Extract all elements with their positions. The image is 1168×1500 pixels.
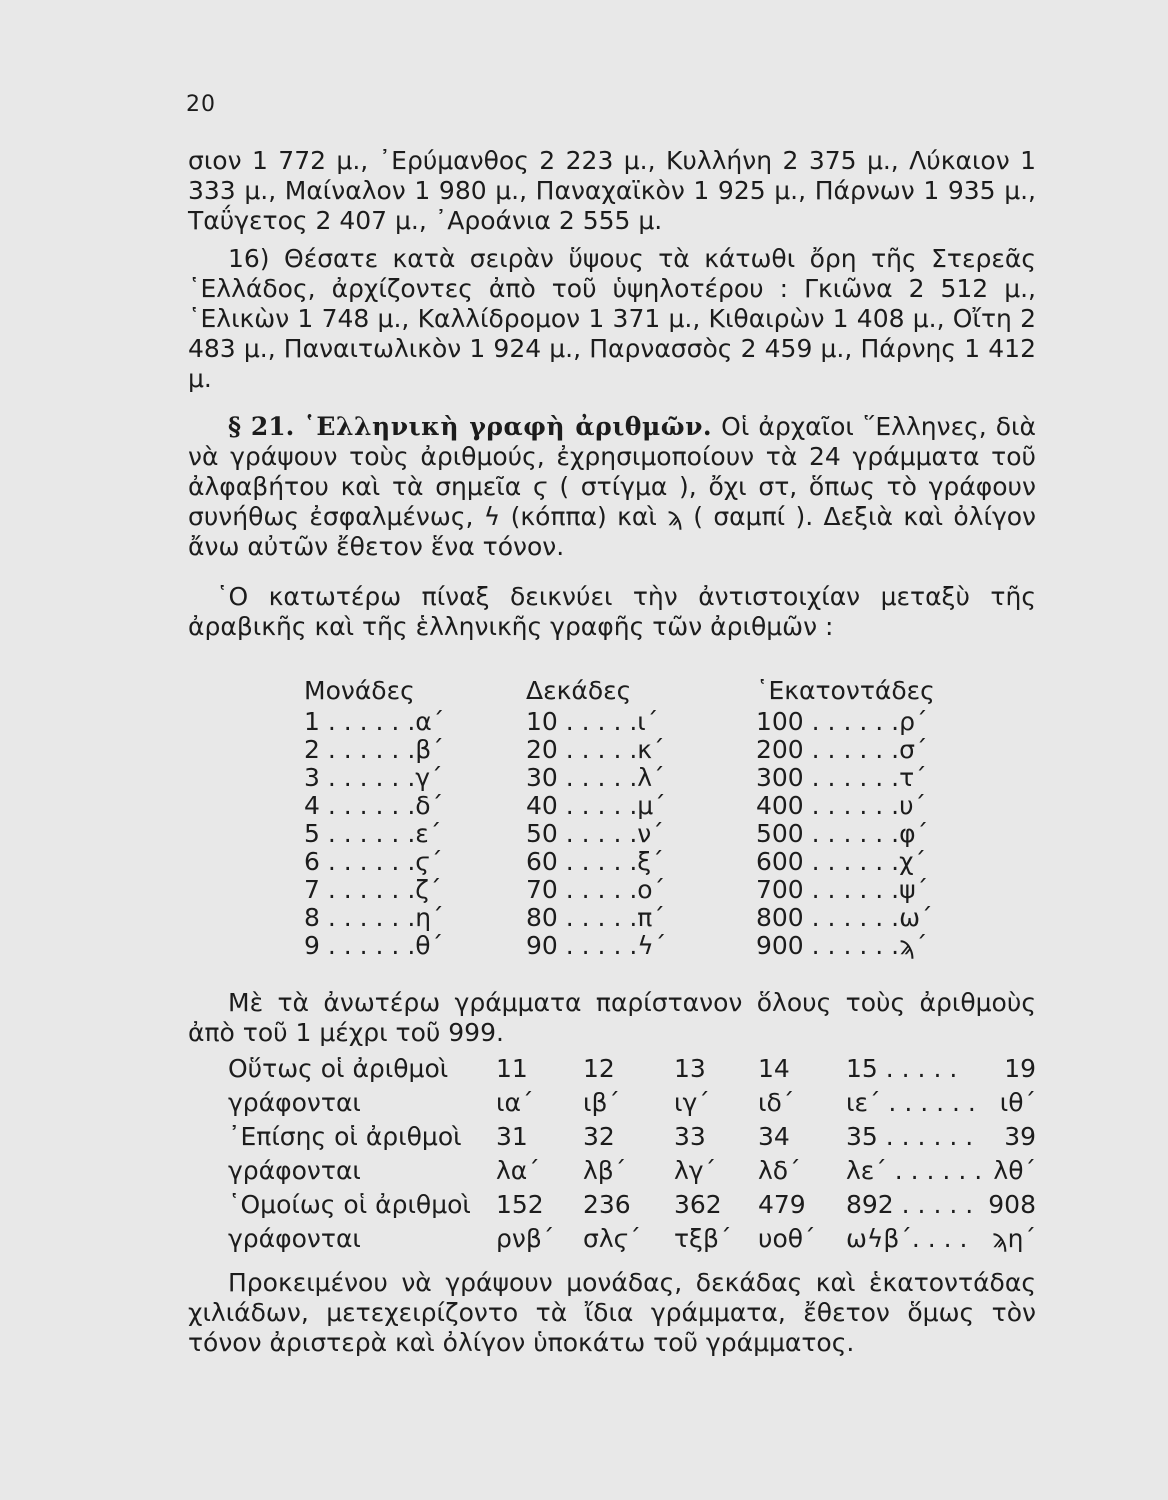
units-row: 2 . . . . . .β΄: [304, 735, 444, 764]
units-row: 7 . . . . . .ζ΄: [304, 875, 442, 904]
tens-row: 30 . . . . .λ΄: [526, 763, 665, 792]
section-text: Οἱ ἀρχαῖοι ῞Ελληνες, διὰ νὰ γράψουν τοὺς ἀριθμούς, ἐχρησιμοποίουν τὰ 24 γράμματα τοῦ ἀλφαβήτου καὶ τὰ σημεῖα ϛ ( στίγμα ), ὄχι στ, ὅπως τὸ γράφουν συνήθως ἐσφαλμένως, ϟ (κόππα) καὶ ϡ ( σαμπί ). Δεξιὰ καὶ ὀλίγον ἄνω αὐτῶν ἔθετον ἕνα τόνον.: [188, 412, 1036, 561]
example-cell: λδ΄: [758, 1156, 801, 1185]
tens-header: Δεκάδες: [526, 676, 632, 705]
example-row: [228, 1190, 1036, 1224]
tens-row: 20 . . . . .κ΄: [526, 735, 665, 764]
units-row: 9 . . . . . .θ΄: [304, 931, 444, 960]
example-row: [228, 1054, 1036, 1088]
example-cell: ιβ΄: [583, 1088, 620, 1117]
hundreds-header: ῾Εκατοντάδες: [756, 676, 935, 705]
hundreds-column: [756, 676, 935, 960]
example-cell: ωϟβ΄. . . .: [846, 1224, 968, 1253]
hundreds-row: 600 . . . . . .χ΄: [756, 847, 927, 876]
example-cell: ρνβ΄: [496, 1224, 555, 1253]
example-cell: ιε΄ . . . . . .: [846, 1088, 976, 1117]
example-cell: υοθ΄: [758, 1224, 816, 1253]
example-cell: λθ΄: [993, 1156, 1036, 1185]
tens-row: 70 . . . . .ο΄: [526, 875, 666, 904]
hundreds-row: 800 . . . . . .ω΄: [756, 903, 933, 932]
example-cell: 31: [496, 1122, 528, 1151]
units-row: 4 . . . . . .δ΄: [304, 791, 444, 820]
example-cell: ιγ΄: [674, 1088, 710, 1117]
hundreds-row: 700 . . . . . .ψ΄: [756, 875, 929, 904]
example-cell: 32: [583, 1122, 615, 1151]
example-cell: ιθ΄: [999, 1088, 1036, 1117]
example-cell: σλϛ΄: [583, 1224, 641, 1253]
example-label: ᾿Επίσης οἱ ἀριθμοὶ: [228, 1122, 462, 1151]
example-label: γράφονται: [228, 1224, 361, 1253]
example-cell: 236: [583, 1190, 631, 1219]
example-cell: 11: [496, 1054, 528, 1083]
example-cell: λγ΄: [674, 1156, 717, 1185]
example-label: ῾Ομοίως οἱ ἀριθμοὶ: [228, 1190, 471, 1219]
tens-row: 60 . . . . .ξ΄: [526, 847, 664, 876]
example-cell: 35 . . . . . .: [846, 1122, 974, 1151]
section-number: § 21.: [228, 412, 295, 441]
page-number: 20: [186, 92, 216, 117]
hundreds-row: 200 . . . . . .σ΄: [756, 735, 928, 764]
example-cell: λβ΄: [583, 1156, 627, 1185]
tens-row: 10 . . . . .ι΄: [526, 707, 659, 736]
example-cell: 39: [1004, 1122, 1036, 1151]
table-intro: ῾Ο κατωτέρω πίναξ δεικνύει τὴν ἀντιστοιχίαν μεταξὺ τῆς ἀραβικῆς καὶ τῆς ἑλληνικῆς γραφῆς τῶν ἀριθμῶν :: [188, 582, 1036, 641]
example-cell: 152: [496, 1190, 544, 1219]
units-header: Μονάδες: [304, 676, 415, 705]
example-cell: 34: [758, 1122, 790, 1151]
examples-table: [228, 1054, 1036, 1258]
example-cell: 33: [674, 1122, 706, 1151]
hundreds-row: 900 . . . . . .ϡ΄: [756, 931, 928, 960]
example-cell: 479: [758, 1190, 806, 1219]
example-label: Οὕτως οἱ ἀριθμοὶ: [228, 1054, 449, 1083]
example-cell: ια΄: [496, 1088, 534, 1117]
exercise-16: 16) Θέσατε κατὰ σειρὰν ὕψους τὰ κάτωθι ὄρη τῆς Στερεᾶς ῾Ελλάδος, ἀρχίζοντες ἀπὸ τοῦ ὑψηλοτέρου : Γκιῶνα 2 512 μ., ῾Ελικὼν 1 748 μ., Καλλίδρομον 1 371 μ., Κιθαιρὼν 1 408 μ., Οἴτη 2 483 μ., Παναιτωλικὸν 1 924 μ., Παρνασσὸς 2 459 μ., Πάρνης 1 412 μ.: [188, 244, 1036, 393]
tens-row: 90 . . . . .ϟ΄: [526, 931, 667, 960]
example-row: [228, 1088, 1036, 1122]
tens-row: 50 . . . . .ν΄: [526, 819, 664, 848]
units-column: [304, 676, 444, 960]
example-cell: 15 . . . . .: [846, 1054, 958, 1083]
hundreds-row: 100 . . . . . .ρ΄: [756, 707, 928, 736]
hundreds-row: 300 . . . . . .τ΄: [756, 763, 927, 792]
example-cell: 13: [674, 1054, 706, 1083]
example-row: [228, 1122, 1036, 1156]
section-21: [188, 412, 1036, 562]
example-row: [228, 1224, 1036, 1258]
example-cell: 908: [988, 1190, 1036, 1219]
example-cell: λε΄ . . . . . .: [846, 1156, 983, 1185]
example-row: [228, 1156, 1036, 1190]
units-row: 6 . . . . . .ϛ΄: [304, 847, 443, 876]
tens-row: 80 . . . . .π΄: [526, 903, 665, 932]
hundreds-row: 500 . . . . . .φ΄: [756, 819, 929, 848]
paragraph-up-to-999: Μὲ τὰ ἀνωτέρω γράμματα παρίστανον ὅλους τοὺς ἀριθμοὺς ἀπὸ τοῦ 1 μέχρι τοῦ 999.: [188, 988, 1036, 1047]
example-cell: 362: [674, 1190, 722, 1219]
example-cell: ιδ΄: [758, 1088, 795, 1117]
units-row: 3 . . . . . .γ΄: [304, 763, 443, 792]
example-cell: λα΄: [496, 1156, 540, 1185]
example-cell: 14: [758, 1054, 790, 1083]
hundreds-row: 400 . . . . . .υ΄: [756, 791, 927, 820]
example-cell: ϡη΄: [991, 1224, 1036, 1253]
example-label: γράφονται: [228, 1156, 361, 1185]
section-title: ῾Ελληνικὴ γραφὴ ἀριθμῶν.: [303, 412, 713, 441]
paragraph-peloponnese-mountains: σιον 1 772 μ., ᾿Ερύμανθος 2 223 μ., Κυλλήνη 2 375 μ., Λύκαιον 1 333 μ., Μαίναλον 1 980 μ., Παναχαϊκὸν 1 925 μ., Πάρνων 1 935 μ., Ταΰγετος 2 407 μ., ᾿Αροάνια 2 555 μ.: [188, 146, 1036, 235]
paragraph-thousands: Προκειμένου νὰ γράψουν μονάδας, δεκάδας καὶ ἑκατοντάδας χιλιάδων, μετεχειρίζοντο τὰ ἴδια γράμματα, ἔθετον ὅμως τὸν τόνον ἀριστερὰ καὶ ὀλίγον ὑποκάτω τοῦ γράμματος.: [188, 1268, 1036, 1357]
example-cell: τξβ΄: [674, 1224, 732, 1253]
tens-row: 40 . . . . .μ΄: [526, 791, 666, 820]
units-row: 5 . . . . . .ε΄: [304, 819, 442, 848]
example-cell: 19: [1004, 1054, 1036, 1083]
tens-column: [526, 676, 666, 960]
units-row: 1 . . . . . .α΄: [304, 707, 445, 736]
example-label: γράφονται: [228, 1088, 361, 1117]
example-cell: 12: [583, 1054, 615, 1083]
units-row: 8 . . . . . .η΄: [304, 903, 444, 932]
example-cell: 892 . . . . .: [846, 1190, 974, 1219]
